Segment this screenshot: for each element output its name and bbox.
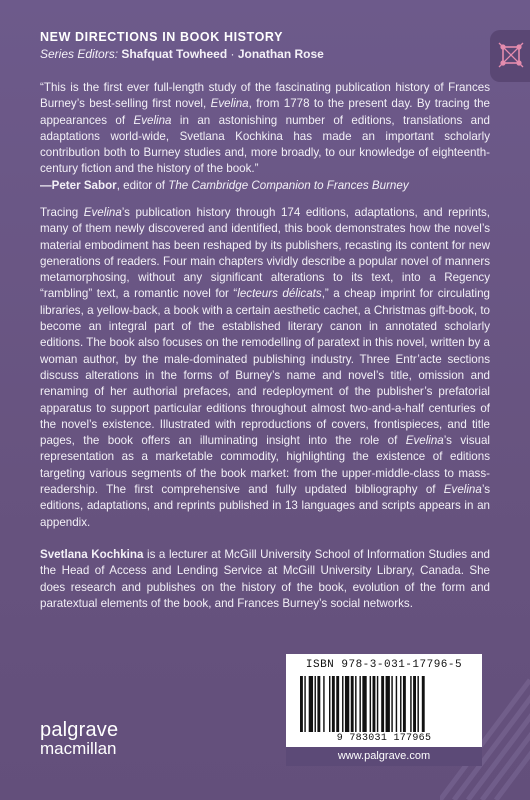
barcode-bar: [351, 676, 354, 732]
network-square-icon: [498, 42, 524, 68]
barcode-bar: [309, 676, 313, 732]
series-logo-badge: [490, 30, 530, 82]
quote-text-3: in an astonishing number of editions, translations and adaptations world-wide, Svetlana Kochkina has made an important scholarly contribution both to Burney studies and, more broadly, to our knowledge of eighteenth-century fiction and the history of the book.”: [40, 113, 490, 176]
desc-text-1: Tracing: [40, 206, 84, 219]
barcode-bar: [370, 676, 371, 732]
author-bio-text: is a lecturer at McGill University School of Information Studies and the Head of Access and Lending Service at McGill University Library, Canada. She does research and publishes on the history of the book, evolution of the form and paratextual elements of the book, and Frances Burney’s social networks.: [40, 548, 490, 610]
barcode-bar: [413, 676, 416, 732]
barcode-bar: [362, 676, 366, 732]
desc-text-2: ’s publication history through 174 editions, adaptations, and reprints, many of them newly discovered and identified, this book demonstrates how the novel’s material embodiment has been reshaped by its publishers, recasting its content for new generations of readers. Four main chapters vividly describe a popular novel of manners metamorphosing, without any significant alterations to its text, into a Regency “rambling” text, a romantic novel for “: [40, 206, 490, 301]
barcode-bar: [300, 676, 303, 732]
barcode-bar: [373, 676, 376, 732]
quote-attribution-text: , editor of: [116, 178, 169, 192]
quote-attribution-name: —Peter Sabor: [40, 178, 117, 192]
series-editors: [40, 47, 324, 61]
barcode-bar: [422, 676, 425, 732]
quote-text-2: , from 1778 to the present day. By tracing the appearances of: [40, 97, 490, 127]
barcode-bar: [323, 676, 324, 732]
quote-title-1: Evelina: [210, 97, 249, 111]
series-editors-label: Series Editors:: [40, 47, 119, 61]
barcode-digits: 9 783031 177965: [336, 733, 432, 744]
publisher-line-1: palgrave: [40, 719, 119, 741]
barcode-bar: [410, 676, 411, 732]
barcode-bar: [396, 676, 397, 732]
quote-attribution-book: The Cambridge Companion to Frances Burney: [168, 178, 409, 192]
editor-separator: ·: [230, 47, 235, 61]
desc-text-5: ’s editions, adaptations, and reprints published in 13 languages and scripts appears in an appendix.: [40, 483, 490, 529]
barcode-bar: [417, 676, 418, 732]
barcode-bar: [317, 676, 320, 732]
barcode-bar: [400, 676, 401, 732]
book-description: [40, 205, 490, 531]
desc-title-1: Evelina: [83, 206, 122, 219]
barcode-bar: [315, 676, 316, 732]
series-title: NEW DIRECTIONS IN BOOK HISTORY: [40, 30, 284, 44]
barcode-bar: [377, 676, 378, 732]
barcode-bar: [336, 676, 339, 732]
series-editor-2: Jonathan Rose: [237, 47, 324, 61]
author-name: Svetlana Kochkina: [40, 548, 144, 561]
barcode-bar: [342, 676, 343, 732]
author-bio: [40, 547, 490, 612]
desc-title-2: Evelina: [405, 434, 444, 448]
barcode-bar: [355, 676, 356, 732]
isbn-label: ISBN 978-3-031-17796-5: [305, 659, 463, 671]
endorsement-quote: [40, 80, 490, 194]
desc-title-3: Evelina: [443, 483, 482, 497]
quote-title-2: Evelina: [133, 113, 172, 127]
desc-text-4: ’s visual representation as a marketable commodity, highlighting the existence of editions targeting various segments of the book market: from the upper-middle-class to mass-readership. The first comprehensive and fully updated bibliography of: [40, 434, 490, 497]
barcode-bar: [345, 676, 349, 732]
barcode-bar: [386, 676, 390, 732]
barcode-bar: [359, 676, 360, 732]
barcode-bar: [332, 676, 335, 732]
barcode-bar: [391, 676, 392, 732]
barcode-bars: [300, 676, 468, 732]
barcode-bar: [329, 676, 330, 732]
publisher-url[interactable]: www.palgrave.com: [286, 747, 482, 766]
desc-phrase: lecteurs délicats: [237, 287, 322, 301]
publisher-logo: [40, 720, 118, 758]
publisher-line-2: macmillan: [40, 739, 117, 758]
barcode-bar: [304, 676, 305, 732]
desc-text-3: ,” a cheap imprint for circulating libraries, a yellow-back, a book with a certain aesthetic cachet, a Christmas gift-book, to become an integral part of the established literary canon in annotated scholarly editions. The book also focuses on the remodelling of paratext in this novel, written by a woman author, by the male-dominated publishing industry. Three Entr’acte sections discuss alterations in the forms of Burney’s name and novel’s title, omission and renaming of her authorial prefaces, and redeployment of the publisher’s prefatorial apparatus to support particular editions throughout almost two-and-a-half centuries of the novel’s existence. Illustrated with reproductions of covers, frontispieces, and title pages, the book offers an illuminating insight into the role of: [40, 287, 490, 448]
barcode-bar: [381, 676, 384, 732]
series-editor-1: Shafquat Towheed: [121, 47, 228, 61]
quote-text-1: “This is the first ever full-length study of the fascinating publication history of Frances Burney’s best-selling first novel,: [40, 81, 490, 111]
barcode-bar: [403, 676, 406, 732]
barcode-panel: [286, 654, 482, 766]
